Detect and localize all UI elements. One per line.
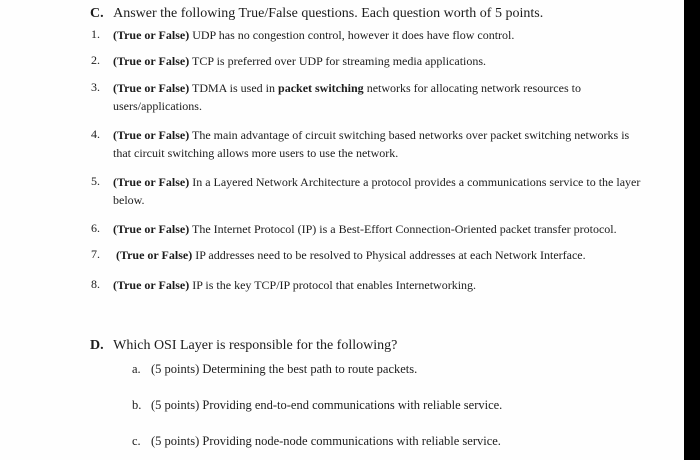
true-false-label: (True or False): [113, 81, 190, 95]
question-number: 4.: [91, 127, 100, 141]
subitem-letter: b.: [132, 398, 142, 412]
question-text: (True or False) The Internet Protocol (IP) is a Best-Effort Connection-Oriented packet transfer protocol.: [113, 222, 617, 236]
section-d-heading: [90, 338, 397, 354]
true-false-label: (True or False): [113, 278, 190, 292]
question-text: (True or False) The main advantage of circuit switching based networks over packet switching networks is that circuit switching allows more users to use the network.: [113, 128, 630, 160]
section-d-letter: D.: [90, 338, 104, 353]
subitem-text: (5 points) Providing node-node communications with reliable service.: [151, 434, 501, 448]
true-false-label: (True or False): [116, 248, 193, 262]
question-number: 1.: [91, 27, 100, 41]
page-edge: [684, 0, 700, 460]
true-false-label: (True or False): [113, 54, 190, 68]
question-text: (True or False) TCP is preferred over UDP for streaming media applications.: [113, 54, 487, 68]
question-continuation: below.: [113, 193, 145, 207]
question-number: 7.: [91, 247, 100, 261]
true-false-label: (True or False): [113, 175, 190, 189]
question-text: (True or False) TDMA is used in packet switching networks for allocating network resources to users/applications.: [113, 81, 581, 113]
question-text: (True or False) UDP has no congestion control, however it does have flow control.: [113, 28, 515, 42]
question-number: 5.: [91, 174, 100, 188]
section-c-heading: [90, 6, 543, 22]
question-continuation: that circuit switching allows more users to use the network.: [113, 146, 399, 160]
true-false-label: (True or False): [113, 28, 190, 42]
question-number: 3.: [91, 80, 100, 94]
true-false-label: (True or False): [113, 128, 190, 142]
true-false-label: (True or False): [113, 222, 190, 236]
section-c-letter: C.: [90, 6, 104, 21]
subitem-letter: c.: [132, 434, 141, 448]
question-text: (True or False) IP is the key TCP/IP protocol that enables Internetworking.: [113, 278, 477, 292]
section-d-title: Which OSI Layer is responsible for the following?: [113, 338, 398, 353]
question-number: 2.: [91, 53, 100, 67]
subitem-letter: a.: [132, 362, 141, 376]
emphasis-term: packet switching: [278, 81, 364, 95]
question-number: 8.: [91, 277, 100, 291]
subitem-text: (5 points) Determining the best path to route packets.: [151, 362, 418, 376]
question-continuation: users/applications.: [113, 99, 202, 113]
question-text: (True or False) In a Layered Network Architecture a protocol provides a communications service to the layer below.: [113, 175, 641, 207]
section-c-title: Answer the following True/False questions. Each question worth of 5 points.: [113, 6, 544, 21]
subitem-text: (5 points) Providing end-to-end communications with reliable service.: [151, 398, 503, 412]
question-text: (True or False) IP addresses need to be resolved to Physical addresses at each Network Interface.: [116, 248, 586, 262]
question-number: 6.: [91, 221, 100, 235]
